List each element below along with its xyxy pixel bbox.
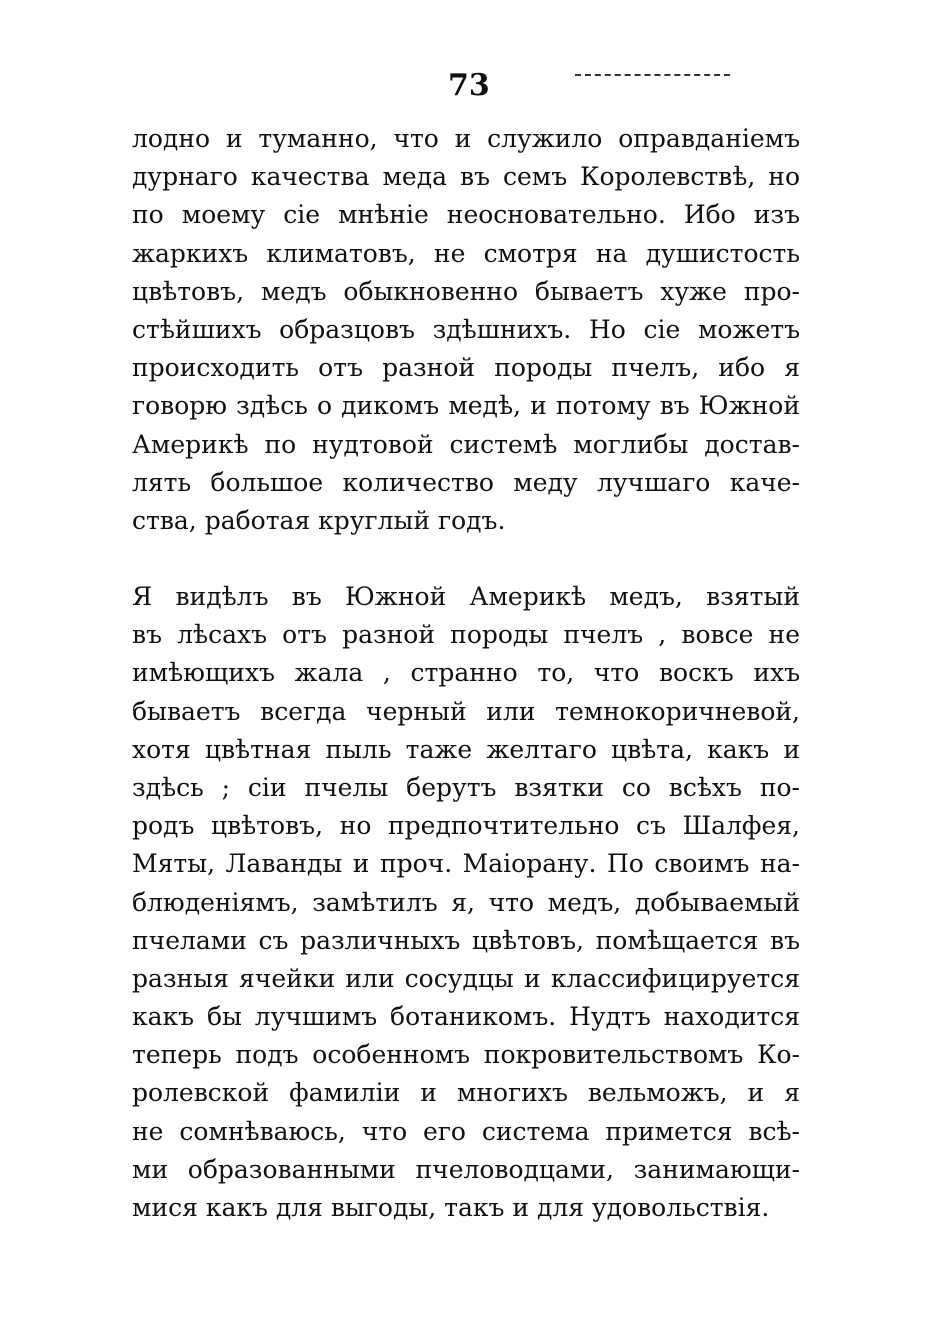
text-line: не сомнѣваюсь, что его система примется всѣ- — [132, 1116, 800, 1146]
text-line: говорю здѣсь о дикомъ медѣ, и потому въ Южной — [132, 391, 800, 421]
paragraph-2 — [132, 578, 800, 1227]
text-line: родъ цвѣтовъ, но предпочтительно съ Шалфея, — [132, 811, 800, 841]
text-line: какъ бы лучшимъ ботаникомъ. Нудтъ находится — [132, 1002, 800, 1032]
text-line: Мяты, Лаванды и проч. Маіорану. По своимъ на- — [132, 849, 800, 879]
text-line: лять большое количество меду лучшаго каче- — [132, 467, 800, 497]
text-line: здѣсь ; сіи пчелы берутъ взятки со всѣхъ по- — [132, 772, 800, 802]
text-line: теперь подъ особенномъ покровительствомъ Ко- — [132, 1040, 800, 1070]
text-line: ролевской фамиліи и многихъ вельможъ, и я — [132, 1078, 800, 1108]
text-line: разныя ячейки или сосудцы и классифицируется — [132, 963, 800, 993]
text-line: лодно и туманно, что и служило оправданіемъ — [132, 124, 800, 153]
text-line: хотя цвѣтная пыль таже желтаго цвѣта, какъ и — [132, 734, 800, 764]
text-line: мися какъ для выгоды, такъ и для удовольствія. — [132, 1193, 770, 1222]
text-line: Америкѣ по нудтовой системѣ моглибы достав- — [132, 429, 800, 459]
text-line: въ лѣсахъ отъ разной породы пчелъ , вовсе не — [132, 620, 800, 650]
text-line: цвѣтовъ, медъ обыкновенно бываетъ хуже про- — [132, 276, 800, 306]
text-line: блюденіямъ, замѣтилъ я, что медъ, добываемый — [132, 887, 800, 917]
text-line: ства, работая круглый годъ. — [132, 505, 506, 535]
text-line: по моему сіе мнѣніе неосновательно. Ибо изъ — [132, 200, 800, 230]
text-line: стѣйшихъ образцовъ здѣшнихъ. Но сіе можетъ — [132, 314, 800, 344]
text-line: имѣющихъ жала , странно то, что воскъ ихъ — [132, 658, 800, 688]
text-line: дурнаго качества меда въ семъ Королевствѣ, но — [132, 162, 800, 192]
page-number: 73 — [448, 68, 490, 103]
text-line: жаркихъ климатовъ, не смотря на душистость — [132, 238, 800, 268]
text-line: ми образованными пчеловодцами, занимающи- — [132, 1154, 800, 1184]
text-line: пчелами съ различныхъ цвѣтовъ, помѣщается въ — [132, 925, 800, 955]
text-line: бываетъ всегда черный или темнокоричневой, — [132, 696, 800, 726]
text-line: происходить отъ разной породы пчелъ, ибо я — [132, 353, 800, 383]
paragraph-1 — [132, 120, 800, 540]
header-rule — [575, 74, 730, 76]
text-line: Я видѣлъ въ Южной Америкѣ медъ, взятый — [132, 582, 800, 611]
